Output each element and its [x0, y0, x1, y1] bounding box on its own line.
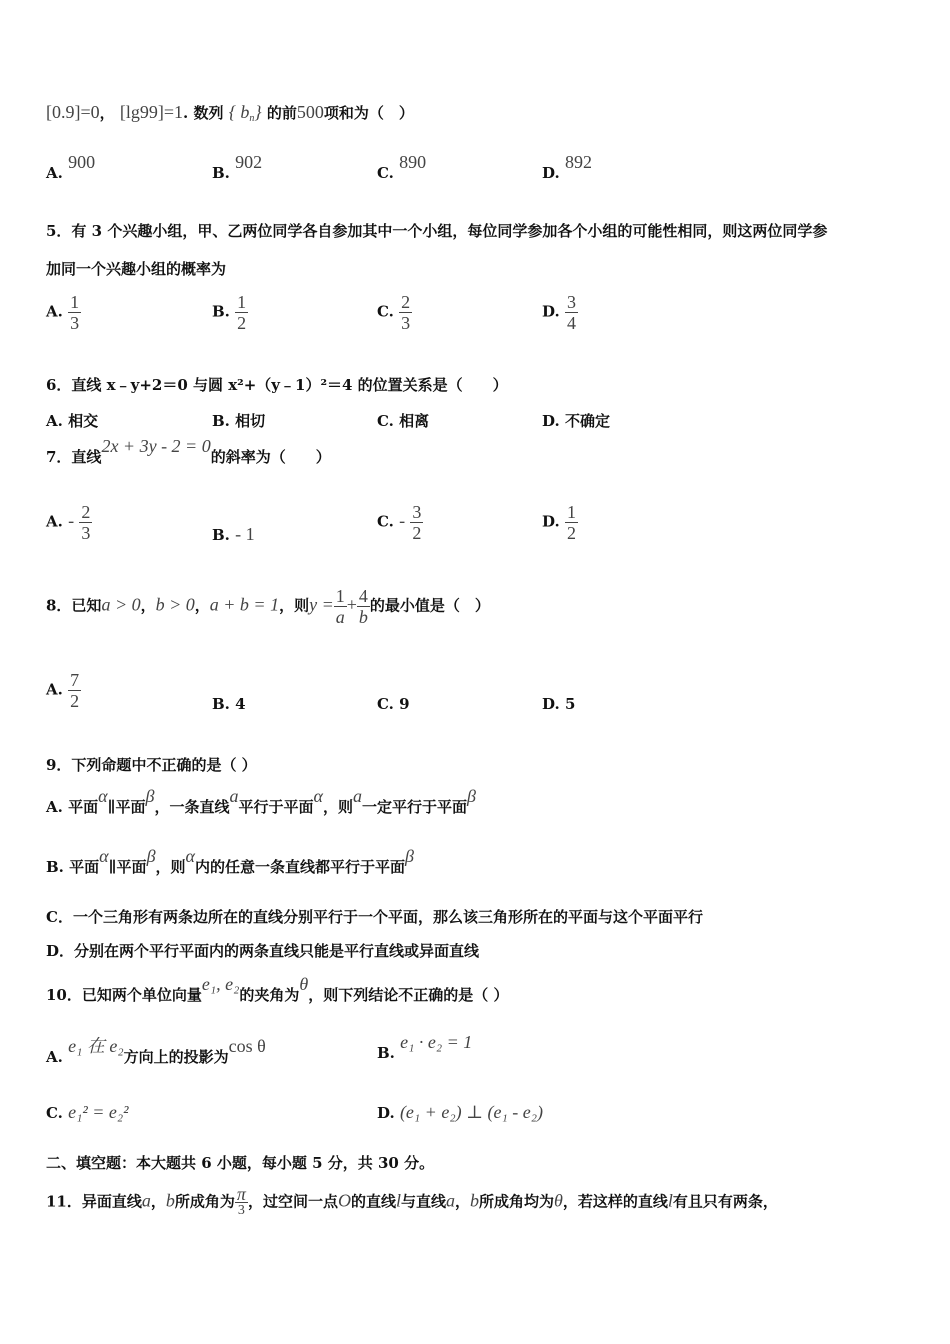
q10-option-c[interactable]: C. e₁² = e₂²	[46, 1102, 129, 1122]
q4-option-c[interactable]: C. 890	[377, 152, 427, 182]
q5-option-b[interactable]: B. $\frac{1}{2}$	[212, 292, 247, 333]
q7-option-c[interactable]: C. - $\frac{3}{2}$	[377, 502, 422, 543]
section-heading: 二、填空题：本大题共 6 小题，每小题 5 分，共 30 分。	[46, 1154, 435, 1172]
q8-option-a[interactable]: A. $\frac{7}{2}$	[46, 670, 80, 711]
q7-option-d[interactable]: D. $\frac{1}{2}$	[542, 502, 576, 543]
q4-tail-line	[46, 102, 414, 124]
q4-option-b[interactable]: B. 902	[212, 152, 263, 182]
q5-option-c[interactable]: C. $\frac{2}{3}$	[377, 292, 411, 333]
q10-option-d[interactable]: D. (e₁ + e₂) ⊥ (e₁ - e₂)	[377, 1102, 543, 1122]
q5-option-d[interactable]: D. $\frac{3}{4}$	[542, 292, 576, 333]
comma: ，	[99, 104, 115, 122]
q11-stem: 11．异面直线a，b所成角为 $\frac{\pi}{3}$ ，过空间一点O的直线l与直线a，b所成角均为θ，若这样的直线l有且只有两条，	[46, 1184, 778, 1218]
q9-option-d[interactable]: D．分别在两个平行平面内的两条直线只能是平行直线或异面直线	[46, 942, 480, 960]
q4-n: 500	[296, 102, 324, 122]
q8-option-d[interactable]: D. 5	[542, 695, 576, 713]
q9-stem: 9．下列命题中不正确的是（ ）	[46, 756, 257, 774]
q6-stem: 6．直线 x﹣y+2＝0 与圆 x²+（y﹣1）²＝4 的位置关系是（ ）	[46, 376, 508, 394]
q6-option-b[interactable]: B. 相切	[212, 412, 266, 430]
q10-stem: 10．已知两个单位向量e₁, e₂的夹角为θ，则下列结论不正确的是（ ）	[46, 974, 509, 1004]
q10-option-b[interactable]: B. e₁ · e₂ = 1	[377, 1032, 473, 1062]
q5-option-a[interactable]: A. $\frac{1}{3}$	[46, 292, 80, 333]
q6-option-d[interactable]: D. 不确定	[542, 412, 610, 430]
q8-stem: 8．已知a > 0，b > 0，a + b = 1，则y = $\frac{1}{a}$ + $\frac{4}{b}$ 的最小值是（ ）	[46, 586, 490, 627]
q5-stem-line1: 5．有 3 个兴趣小组，甲、乙两位同学各自参加其中一个小组，每位同学参加各个小组的可能性相同，则这两位同学参	[46, 222, 828, 240]
q5-stem-line2: 加同一个兴趣小组的概率为	[46, 260, 227, 278]
q6-option-c[interactable]: C. 相离	[377, 412, 430, 430]
q6-option-a[interactable]: A. 相交	[46, 412, 99, 430]
q8-option-b[interactable]: B. 4	[212, 695, 246, 713]
q4-text-2: 的前	[266, 104, 297, 122]
q10-option-a[interactable]: A. e₁ 在 e₂方向上的投影为cos θ	[46, 1036, 266, 1066]
q9-option-a[interactable]: A. 平面α∥平面β，一条直线a平行于平面α，则a一定平行于平面β	[46, 786, 476, 816]
q4-text-3: 项和为（ ）	[323, 104, 414, 122]
q7-option-b[interactable]: B. - 1	[212, 524, 255, 544]
floor-expr-1: [0.9]=0	[46, 102, 100, 122]
q4-text: . 数列	[183, 104, 224, 122]
q7-stem: 7．直线2x + 3y - 2 = 0的斜率为（ ）	[46, 436, 331, 466]
q4-option-a[interactable]: A. 900	[46, 152, 96, 182]
q8-option-c[interactable]: C. 9	[377, 695, 410, 713]
q4-option-d[interactable]: D. 892	[542, 152, 592, 182]
line-equation: 2x + 3y - 2 = 0	[101, 436, 211, 456]
sequence-symbol: { $b_n$}	[228, 102, 262, 124]
floor-expr-2: [lg99]=1	[119, 102, 184, 122]
q9-option-c[interactable]: C．一个三角形有两条边所在的直线分别平行于一个平面，那么该三角形所在的平面与这个平面平行	[46, 908, 703, 926]
q7-option-a[interactable]: A. - $\frac{2}{3}$	[46, 502, 91, 543]
q9-option-b[interactable]: B. 平面α∥平面β，则α内的任意一条直线都平行于平面β	[46, 846, 414, 876]
